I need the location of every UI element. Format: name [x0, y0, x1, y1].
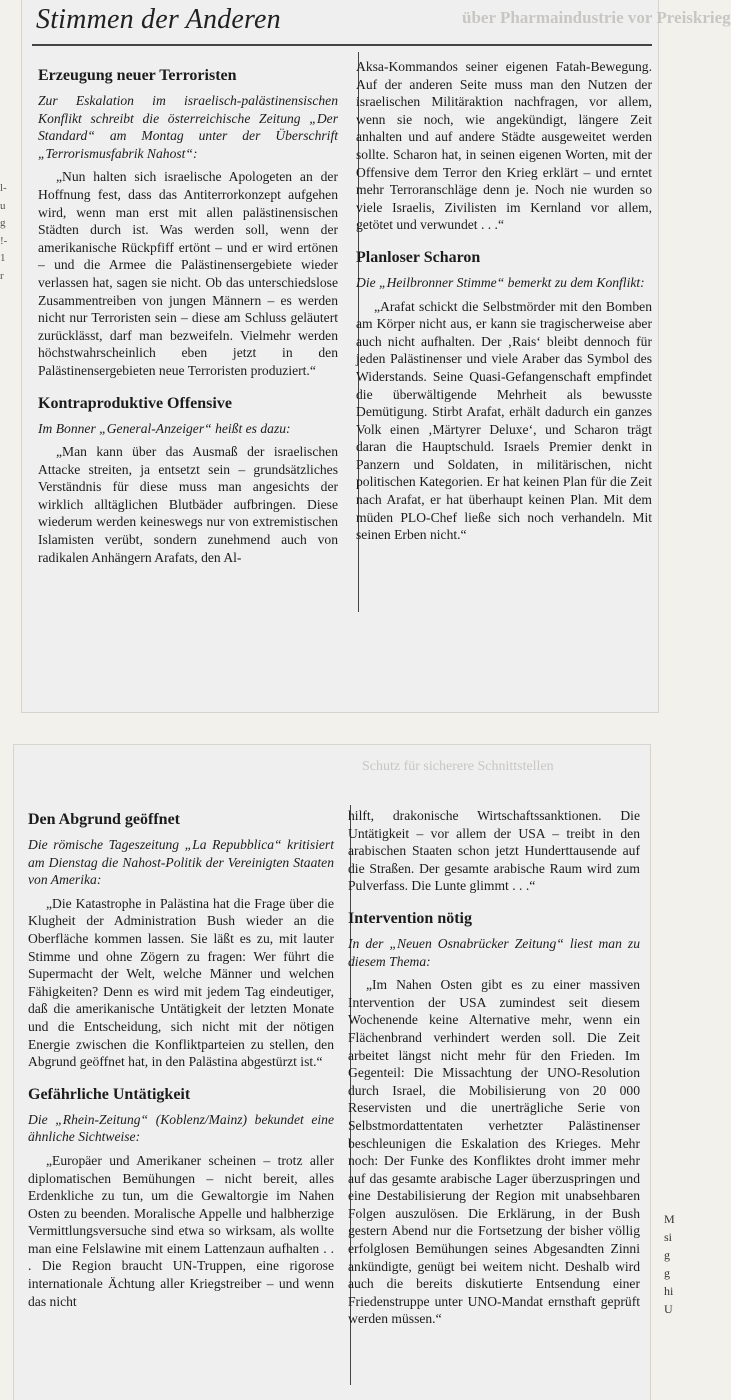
column-left: [28, 810, 334, 1324]
article-intro: Die „Heilbronner Stimme“ bemerkt zu dem Konflikt:: [356, 274, 645, 290]
adjacent-column-fragment: l- u g !- 1 r: [0, 182, 8, 282]
newspaper-clipping-top: [22, 0, 731, 712]
adjacent-column-fragment: M si g g hi U: [664, 1212, 675, 1316]
article-continuation: hilft, drakonische Wirtschaftssanktionen. Die Untätigkeit – vor allem der USA – treibt in den arabischen Staaten schon jetzt Hunderttausende auf die Straßen. Der gesamte arabische Raum wird zum Pulverfass. Die Lunte glimmt . . .“: [348, 808, 640, 894]
article-intro: Im Bonner „General-Anzeiger“ heißt es dazu:: [38, 420, 291, 436]
article-quote: „Die Katastrophe in Palästina hat die Frage über die Klugheit der Administration Bush wieder an die Oberfläche kommen lassen. Sie läßt es zu, mit lauter Stimme und ohne Zögern zu fragen: Wer führt die Supermacht der Welt, welche Männer und welchen Fähigkeiten? Denn es wird mit jedem Tag eindeutiger, daß die amerikanische Untätigkeit der letzten Monate und die Entscheidung, sich nicht mit der nötigen Energie zwischen die Konfliktparteien zu stellen, den Abgrund geöffnet hat, in den Palästina abgestürzt ist.“: [28, 895, 334, 1070]
section-title: Stimmen der Anderen: [36, 4, 281, 35]
article-quote: „Man kann über das Ausmaß der israelischen Attacke streiten, ja entsetzt sein – grundsätzliches Verständnis für diese muss man angesichts der wirklich alltäglichen Blutbäder aufbringen. Diese wiederum werden keineswegs nur von extremistischen Islamisten verübt, sondern zunehmend auch von radikalen Anhängern Arafats, den Al-: [38, 444, 338, 565]
article-continuation: Aksa-Kommandos seiner eigenen Fatah-Bewegung. Auf der anderen Seite muss man den Nutzen der israelischen Militäraktion nachfragen, vor allem, wenn sie noch, wie angekündigt, längere Zeit anhalten und auf andere Städte ausgeweitet werden sollte. Scharon hat, in seinen eigenen Worten, mit der Offensive dem Terror den Krieg erklärt – und erntet mehr Terroranschläge denn je. Noch nie wurden so viele Israelis, Zivilisten im Kernland vor allem, getötet und verwundet . . .“: [356, 59, 652, 233]
article-intro: Die „Rhein-Zeitung“ (Koblenz/Mainz) bekundet eine ähnliche Sichtweise:: [28, 1111, 334, 1145]
bleed-through-text: über Pharmaindustrie vor Preiskrieg: [462, 8, 731, 27]
article-quote: „Im Nahen Osten gibt es zu einer massiven Intervention der USA zumindest seit diesem Wochenende keine Alternative mehr, wenn ein Flächenbrand verhindert werden soll. Die Zeit arbeitet längst nicht mehr für den Frieden. Im Gegenteil: Die Missachtung der UNO-Resolution durch Israel, die Mobilisierung von 20 000 Reservisten und die unerträgliche Serie von Selbstmordattentaten verhetzter Palästinenser beschleunigen die Eskalation des Krieges. Mehr noch: Der Funke des Konfliktes droht immer mehr auf das gesamte arabische Lager überzuspringen und eine Destabilisierung der Region mit unabsehbaren Folgen auszulösen. Die Erklärung, in der Bush gestern Abend nur die Fortsetzung der bisher völlig erfolglosen Bemühungen seines Abgesandten Zinni ankündigte, genügt bei weitem nicht. Deshalb wird auch die bereits diskutierte Entsendung einer Friedenstruppe unter UNO-Mandat ernsthaft geprüft werden müssen.“: [348, 977, 640, 1327]
article-heading: Intervention nötig: [348, 909, 472, 927]
article-heading: Den Abgrund geöffnet: [28, 811, 181, 828]
article-intro: Zur Eskalation im israelisch-palästinensischen Konflikt schreibt die österreichische Zeitung „Der Standard“ am Montag unter der Überschrift „Terrorismusfabrik Nahost“:: [38, 93, 338, 161]
article-quote: „Europäer und Amerikaner scheinen – trotz aller diplomatischen Bemühungen – nicht bereit, alles Erdenkliche zu tun, um die Gewaltorgie im Nahen Osten zu beenden. Moralische Appelle und halbherzige Vermittlungsversuche sind etwa so wirksam, als wollte man eine Felslawine mit einem Lattenzaun aufhalten . . . Die Region braucht UN-Truppen, eine rigorose internationale Ächtung aller Kriegstreiber – und wenn das nicht: [28, 1152, 334, 1309]
article-heading: Gefährliche Untätigkeit: [28, 1085, 191, 1103]
article-intro: Die römische Tageszeitung „La Repubblica“ kritisiert am Dienstag die Nahost-Politik der Vereinigten Staaten von Amerika:: [28, 837, 334, 888]
article-quote: „Nun halten sich israelische Apologeten an der Hoffnung fest, dass das Antiterrorkonzept aufgehen wird, wenn man erst mit allen palästinensischen Städten durch ist. Was werden soll, wenn der amerikanische Rückpfiff ertönt – und er wird ertönen – und die Armee die Palästinensergebiete wieder verlassen hat, sagen sie nicht. Ob das unterschiedslose Zusammentreiben von jungen Männern – es werden nicht nur Terroristen sein – diese am Schluss geläutert zurücklässt, darf man bezweifeln. Vielmehr werden höchstwahrscheinlich eben jetzt in den Palästinensergebieten neue Terroristen produziert.“: [38, 169, 338, 378]
title-rule: [32, 44, 652, 46]
newspaper-clipping-bottom: [14, 745, 650, 1400]
article-heading: Erzeugung neuer Terroristen: [38, 67, 237, 84]
article-heading: Planloser Scharon: [356, 248, 481, 266]
column-right: [356, 58, 652, 558]
article-heading: Kontraproduktive Offensive: [38, 394, 232, 412]
bleed-through-text: Schutz für sicherere Schnittstellen: [362, 759, 554, 774]
article-intro: In der „Neuen Osnabrücker Zeitung“ liest man zu diesem Thema:: [348, 935, 640, 969]
column-left: [38, 66, 338, 580]
article-quote: „Arafat schickt die Selbstmörder mit den Bomben am Körper nicht aus, er kann sie tragischerweise aber auch nicht aufhalten. Der ‚Rais‘ bleibt dennoch für jeden Palästinenser und viele Araber das Symbol des Widerstands. Seine Quasi-Gefangenschaft empfindet die überwältigende Mehrheit als bewusste Demütigung. Stirbt Arafat, erhält dadurch ein ganzes Volk einen ‚Märtyrer Deluxe‘, und Scharon trägt daran die Hauptschuld. Israels Premier denkt in Panzern und Soldaten, in militärischen, nicht politischen Kategorien. Er hat keinen Plan für die Zeit nach Arafat, er hat überhaupt keinen Plan. Mit dem müden PLO-Chef ließe sich noch verhandeln. Mit seinen Erben nicht.“: [356, 298, 652, 543]
column-right: [348, 807, 640, 1342]
